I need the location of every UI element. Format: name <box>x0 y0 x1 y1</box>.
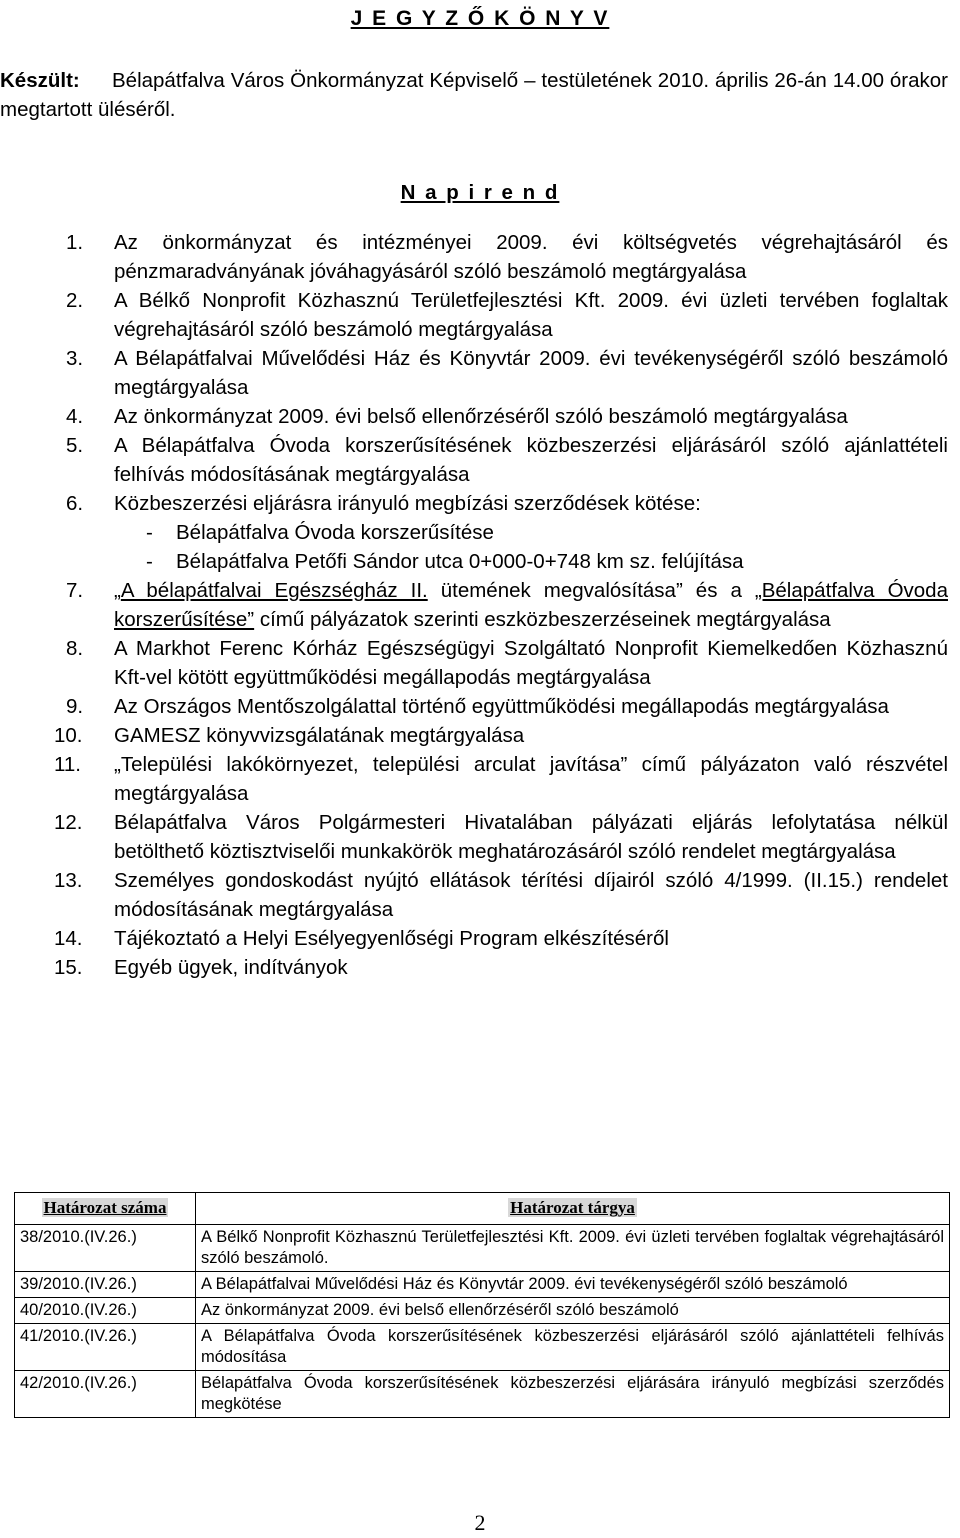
agenda-item-number: 6. <box>66 492 84 515</box>
agenda-item-text: A Bélapátfalvai Művelődési Ház és Könyvtár 2009. évi tevékenységéről szóló beszámoló megtárgyalása <box>114 347 948 399</box>
agenda-item-text: Személyes gondoskodást nyújtó ellátások térítési díjairól szóló 4/1999. (II.15.) rendelet módosításának megtárgyalása <box>114 869 948 921</box>
document-title: J E G Y Z Ő K Ö N Y V <box>350 7 610 30</box>
underlined-title: „Bélapátfalva Óvoda korszerűsítése” <box>114 579 948 631</box>
agenda-item-text: Tájékoztató a Helyi Esélyegyenlőségi Program elkészítéséről <box>114 927 669 950</box>
agenda-item-number: 4. <box>66 405 84 428</box>
resolutions-table <box>14 1192 950 1418</box>
agenda-item-number: 13. <box>54 869 83 892</box>
agenda-item-number: 10. <box>54 724 83 747</box>
agenda-item-text: Az Országos Mentőszolgálattal történő együttműködési megállapodás megtárgyalása <box>114 695 889 718</box>
agenda-item-number: 1. <box>66 231 84 254</box>
agenda-item-text: Az önkormányzat 2009. évi belső ellenőrzéséről szóló beszámoló megtárgyalása <box>114 405 848 428</box>
table-row <box>15 1324 950 1371</box>
agenda-item-text: A Markhot Ferenc Kórház Egészségügyi Szolgáltató Nonprofit Kiemelkedően Közhasznú Kft-vel kötött együttműködési megállapodás megtárgyalása <box>114 637 948 689</box>
resolution-number: 38/2010.(IV.26.) <box>15 1225 196 1272</box>
header-label: Határozat tárgya <box>510 1198 635 1217</box>
resolution-number: 41/2010.(IV.26.) <box>15 1324 196 1371</box>
agenda-item-text: A Bélkő Nonprofit Közhasznú Területfejlesztési Kft. 2009. évi üzleti tervében foglaltak végrehajtásáról szóló beszámoló megtárgyalása <box>114 289 948 341</box>
prepared-label: Készült: <box>0 69 80 92</box>
agenda-item-text: című pályázatok szerinti eszközbeszerzéseinek megtárgyalása <box>254 608 831 631</box>
resolution-subject: A Bélkő Nonprofit Közhasznú Területfejlesztési Kft. 2009. évi üzleti tervében foglaltak végrehajtásáról szóló beszámoló. <box>196 1225 950 1272</box>
table-row <box>15 1272 950 1298</box>
agenda-item-number: 14. <box>54 927 83 950</box>
agenda-item <box>54 953 948 982</box>
underlined-title: A bélapátfalvai Egészségház II. <box>120 579 428 602</box>
agenda-title: N a p i r e n d <box>400 181 560 204</box>
agenda-item-text: A Bélapátfalva Óvoda korszerűsítésének közbeszerzési eljárásáról szóló ajánlattételi felhívás módosításának megtárgyalása <box>114 434 948 486</box>
resolution-number: 42/2010.(IV.26.) <box>15 1371 196 1418</box>
agenda-item <box>66 286 948 344</box>
agenda-item <box>54 866 948 924</box>
agenda-item-text: GAMESZ könyvvizsgálatának megtárgyalása <box>114 724 525 747</box>
agenda-item <box>66 431 948 489</box>
agenda-item-number: 8. <box>66 637 84 660</box>
agenda-item-number: 9. <box>66 695 84 718</box>
agenda-subitem-text: Bélapátfalva Petőfi Sándor utca 0+000-0+748 km sz. felújítása <box>176 550 744 573</box>
header-resolution-number <box>15 1193 196 1225</box>
agenda-item <box>66 692 948 721</box>
agenda-item-number: 12. <box>54 811 83 834</box>
agenda-item-number: 5. <box>66 434 84 457</box>
agenda-subitem-text: Bélapátfalva Óvoda korszerűsítése <box>176 521 494 544</box>
agenda-item <box>54 721 948 750</box>
agenda-item-text: Az önkormányzat és intézményei 2009. évi költségvetés végrehajtásáról és pénzmaradványának jóváhagyásáról szóló beszámoló megtárgyalása <box>114 231 948 283</box>
agenda-item <box>66 634 948 692</box>
agenda-item <box>54 808 948 866</box>
agenda-item-number: 7. <box>66 579 84 602</box>
agenda-item <box>54 750 948 808</box>
agenda-subitem: - Bélapátfalva Óvoda korszerűsítése <box>146 521 494 544</box>
resolution-subject: A Bélapátfalvai Művelődési Ház és Könyvtár 2009. évi tevékenységéről szóló beszámoló <box>196 1272 950 1298</box>
agenda-item <box>66 228 948 286</box>
agenda-item-text: Egyéb ügyek, indítványok <box>114 956 348 979</box>
agenda-item <box>66 576 948 634</box>
header-resolution-subject <box>196 1193 950 1225</box>
agenda-item-number: 3. <box>66 347 84 370</box>
resolution-subject: Bélapátfalva Óvoda korszerűsítésének közbeszerzési eljárására irányuló megbízási szerződés megkötése <box>196 1371 950 1418</box>
table-row <box>15 1225 950 1272</box>
resolution-subject: A Bélapátfalva Óvoda korszerűsítésének közbeszerzési eljárásáról szóló ajánlattételi felhívás módosítása <box>196 1324 950 1371</box>
table-row <box>15 1298 950 1324</box>
agenda-item-text: „Települési lakókörnyezet, települési arculat javítása” című pályázaton való részvétel megtárgyalása <box>114 753 948 805</box>
agenda-item <box>54 924 948 953</box>
agenda-item-number: 2. <box>66 289 84 312</box>
prepared-text: Bélapátfalva Város Önkormányzat Képviselő – testületének 2010. április 26-án 14.00 órakor megtartott üléséről. <box>0 69 948 121</box>
table-row <box>15 1371 950 1418</box>
table-header-row <box>15 1193 950 1225</box>
prepared-note <box>0 66 948 124</box>
quote-mark: „ <box>114 579 121 602</box>
agenda-item <box>66 489 948 576</box>
agenda-item-number: 15. <box>54 956 83 979</box>
agenda-list <box>54 228 948 982</box>
resolution-number: 39/2010.(IV.26.) <box>15 1272 196 1298</box>
page-number: 2 <box>474 1510 486 1535</box>
agenda-item-text: Bélapátfalva Város Polgármesteri Hivatalában pályázati eljárás lefolytatása nélkül betölthető köztisztviselői munkakörök meghatározásáról szóló rendelet megtárgyalása <box>114 811 948 863</box>
resolution-number: 40/2010.(IV.26.) <box>15 1298 196 1324</box>
resolution-subject: Az önkormányzat 2009. évi belső ellenőrzéséről szóló beszámoló <box>196 1298 950 1324</box>
agenda-item <box>66 402 948 431</box>
agenda-item-text: Közbeszerzési eljárásra irányuló megbízási szerződések kötése: <box>114 492 701 515</box>
agenda-item-number: 11. <box>54 753 81 776</box>
header-label: Határozat száma <box>43 1198 167 1217</box>
agenda-item <box>66 344 948 402</box>
agenda-item-text: ütemének megvalósítása” és a <box>427 579 755 602</box>
agenda-subitem: - Bélapátfalva Petőfi Sándor utca 0+000-0+748 km sz. felújítása <box>146 550 744 573</box>
